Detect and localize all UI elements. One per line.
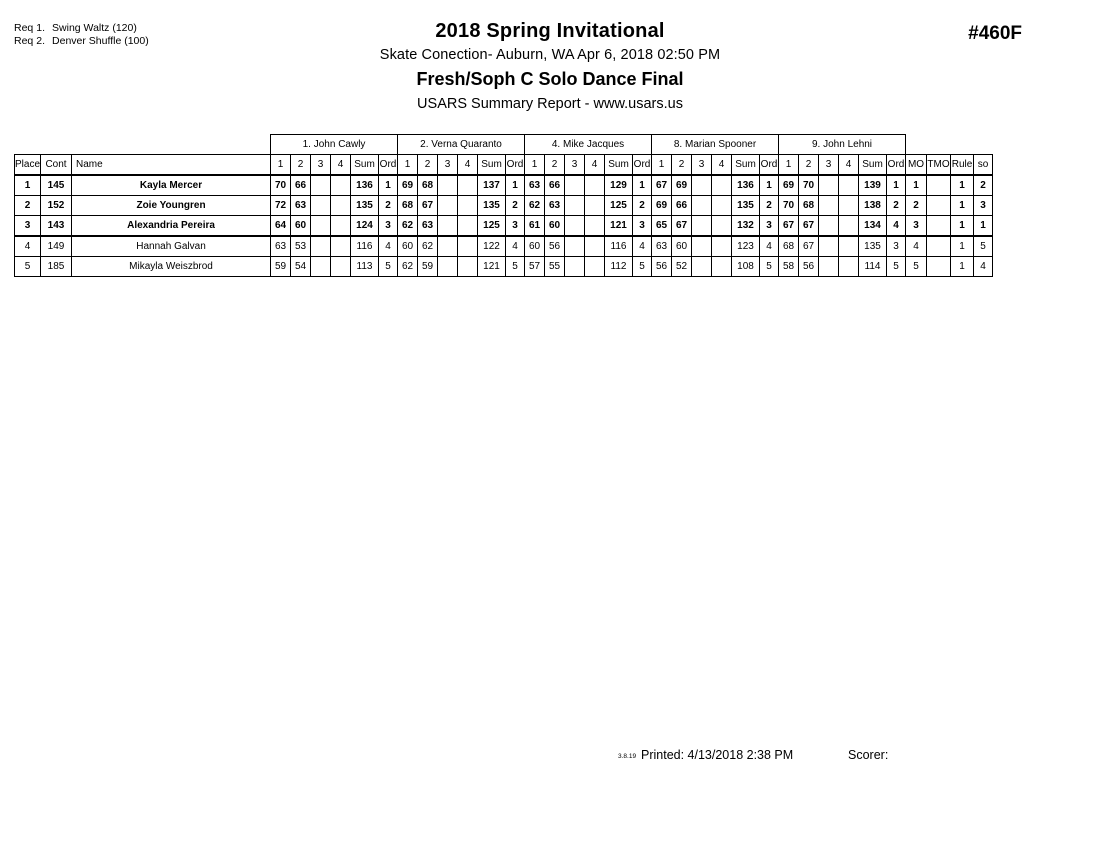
cell-j1-s2: 53: [291, 236, 311, 257]
cell-place: 5: [15, 257, 41, 277]
cell-j4-ord: 3: [760, 216, 779, 237]
cell-j2-s1: 68: [398, 196, 418, 216]
col-name: Name: [72, 155, 271, 176]
judge-name-3: 4. Mike Jacques: [525, 135, 652, 155]
col-j1-s3: 3: [311, 155, 331, 176]
cell-j5-s2: 67: [799, 236, 819, 257]
cell-j3-s3: [565, 257, 585, 277]
cell-j1-ord: 4: [379, 236, 398, 257]
cell-j2-s3: [438, 216, 458, 237]
cell-rule: 1: [951, 216, 974, 237]
col-j4-s1: 1: [652, 155, 672, 176]
requirement-number: 1.: [36, 22, 46, 34]
cell-j1-s2: 54: [291, 257, 311, 277]
col-j2-s2: 2: [418, 155, 438, 176]
cell-so: 4: [974, 257, 993, 277]
cell-place: 2: [15, 196, 41, 216]
judge-header-spacer: [15, 135, 271, 155]
cell-j4-sum: 135: [732, 196, 760, 216]
cell-j5-s3: [819, 175, 839, 196]
cell-j4-sum: 132: [732, 216, 760, 237]
cell-j3-sum: 121: [605, 216, 633, 237]
col-j5-s4: 4: [839, 155, 859, 176]
cell-j2-s1: 60: [398, 236, 418, 257]
cell-j3-s1: 57: [525, 257, 545, 277]
cell-j4-s4: [712, 216, 732, 237]
col-so: so: [974, 155, 993, 176]
cell-j2-s3: [438, 175, 458, 196]
cell-j4-ord: 5: [760, 257, 779, 277]
requirement-text: Denver Shuffle (100): [52, 35, 149, 47]
cell-j4-s4: [712, 257, 732, 277]
col-j5-s1: 1: [779, 155, 799, 176]
col-j3-sum: Sum: [605, 155, 633, 176]
col-j1-ord: Ord: [379, 155, 398, 176]
col-j1-s2: 2: [291, 155, 311, 176]
judge-name-4: 8. Marian Spooner: [652, 135, 779, 155]
cell-j4-sum: 123: [732, 236, 760, 257]
table-row[interactable]: [15, 216, 993, 237]
judge-name-5: 9. John Lehni: [779, 135, 906, 155]
cell-j3-s4: [585, 236, 605, 257]
cell-cont: 152: [41, 196, 72, 216]
cell-j5-s4: [839, 236, 859, 257]
cell-j2-s4: [458, 175, 478, 196]
event-number: #460F: [968, 23, 1022, 44]
cell-j2-s2: 62: [418, 236, 438, 257]
cell-j4-s1: 65: [652, 216, 672, 237]
cell-j2-s4: [458, 257, 478, 277]
cell-so: 2: [974, 175, 993, 196]
col-j4-sum: Sum: [732, 155, 760, 176]
col-j2-sum: Sum: [478, 155, 506, 176]
cell-place: 4: [15, 236, 41, 257]
cell-name: Hannah Galvan: [72, 236, 271, 257]
col-j1-sum: Sum: [351, 155, 379, 176]
cell-tmo: [927, 175, 951, 196]
col-j4-s2: 2: [672, 155, 692, 176]
cell-cont: 145: [41, 175, 72, 196]
cell-j4-ord: 1: [760, 175, 779, 196]
cell-j5-s3: [819, 257, 839, 277]
col-j1-s4: 4: [331, 155, 351, 176]
cell-j3-ord: 2: [633, 196, 652, 216]
cell-j1-s2: 63: [291, 196, 311, 216]
cell-j1-ord: 3: [379, 216, 398, 237]
cell-name: Zoie Youngren: [72, 196, 271, 216]
cell-j3-sum: 125: [605, 196, 633, 216]
cell-j4-ord: 2: [760, 196, 779, 216]
cell-j5-s4: [839, 175, 859, 196]
cell-j5-sum: 138: [859, 196, 887, 216]
cell-j2-s2: 67: [418, 196, 438, 216]
cell-j1-s3: [311, 257, 331, 277]
cell-j1-sum: 113: [351, 257, 379, 277]
cell-j5-s4: [839, 216, 859, 237]
cell-j4-s1: 63: [652, 236, 672, 257]
cell-j3-s1: 63: [525, 175, 545, 196]
col-j3-ord: Ord: [633, 155, 652, 176]
cell-j1-s4: [331, 196, 351, 216]
cell-j2-s4: [458, 196, 478, 216]
cell-j5-s2: 68: [799, 196, 819, 216]
cell-j3-ord: 5: [633, 257, 652, 277]
judge-name-1: 1. John Cawly: [271, 135, 398, 155]
cell-j3-s4: [585, 257, 605, 277]
cell-so: 1: [974, 216, 993, 237]
cell-j4-s3: [692, 236, 712, 257]
cell-j4-sum: 108: [732, 257, 760, 277]
cell-j4-s3: [692, 257, 712, 277]
cell-place: 1: [15, 175, 41, 196]
results-table-wrapper: [14, 134, 993, 277]
cell-j2-sum: 135: [478, 196, 506, 216]
cell-j2-s2: 59: [418, 257, 438, 277]
cell-mo: 5: [906, 257, 927, 277]
cell-j2-s2: 63: [418, 216, 438, 237]
cell-j2-s3: [438, 196, 458, 216]
judge-header-row: [15, 135, 993, 155]
cell-j4-s1: 69: [652, 196, 672, 216]
cell-j1-s4: [331, 236, 351, 257]
cell-tmo: [927, 216, 951, 237]
cell-j1-s1: 70: [271, 175, 291, 196]
cell-j2-s3: [438, 257, 458, 277]
col-j4-s3: 3: [692, 155, 712, 176]
cell-cont: 185: [41, 257, 72, 277]
organization-line: USARS Summary Report - www.usars.us: [417, 96, 683, 112]
cell-j5-s1: 58: [779, 257, 799, 277]
cell-j1-s3: [311, 175, 331, 196]
cell-j2-ord: 5: [506, 257, 525, 277]
col-j3-s4: 4: [585, 155, 605, 176]
cell-j2-s2: 68: [418, 175, 438, 196]
cell-place: 3: [15, 216, 41, 237]
cell-j1-s1: 72: [271, 196, 291, 216]
cell-j5-ord: 2: [887, 196, 906, 216]
cell-mo: 3: [906, 216, 927, 237]
cell-j3-sum: 112: [605, 257, 633, 277]
cell-j5-ord: 1: [887, 175, 906, 196]
table-row[interactable]: [15, 257, 993, 277]
column-header-row: [15, 155, 993, 176]
cell-j3-ord: 4: [633, 236, 652, 257]
cell-j4-s4: [712, 196, 732, 216]
requirement-number: 2.: [36, 35, 46, 47]
cell-j1-s3: [311, 236, 331, 257]
table-row[interactable]: [15, 236, 993, 257]
cell-rule: 1: [951, 196, 974, 216]
cell-j4-s2: 66: [672, 196, 692, 216]
cell-j5-s1: 70: [779, 196, 799, 216]
cell-j4-s3: [692, 196, 712, 216]
cell-tmo: [927, 257, 951, 277]
col-j5-s2: 2: [799, 155, 819, 176]
cell-name: Mikayla Weiszbrod: [72, 257, 271, 277]
cell-j5-sum: 114: [859, 257, 887, 277]
cell-j2-s4: [458, 216, 478, 237]
cell-j3-s3: [565, 196, 585, 216]
requirement-label: Req: [14, 35, 34, 47]
cell-so: 3: [974, 196, 993, 216]
cell-name: Kayla Mercer: [72, 175, 271, 196]
cell-j5-sum: 134: [859, 216, 887, 237]
cell-j3-s1: 61: [525, 216, 545, 237]
cell-j5-sum: 135: [859, 236, 887, 257]
cell-j2-s1: 62: [398, 257, 418, 277]
cell-j5-s3: [819, 216, 839, 237]
judge-name-2: 2. Verna Quaranto: [398, 135, 525, 155]
cell-j4-s2: 60: [672, 236, 692, 257]
cell-j5-s3: [819, 236, 839, 257]
col-j2-s1: 1: [398, 155, 418, 176]
cell-j3-ord: 3: [633, 216, 652, 237]
cell-j3-s2: 56: [545, 236, 565, 257]
requirement-text: Swing Waltz (120): [52, 22, 137, 34]
cell-j1-s2: 60: [291, 216, 311, 237]
col-j4-ord: Ord: [760, 155, 779, 176]
cell-j2-ord: 1: [506, 175, 525, 196]
cell-rule: 1: [951, 175, 974, 196]
cell-j5-s2: 67: [799, 216, 819, 237]
report-header: [0, 20, 1100, 112]
cell-j1-s3: [311, 196, 331, 216]
col-j2-ord: Ord: [506, 155, 525, 176]
version-code: 3.8.19: [618, 753, 637, 760]
cell-mo: 1: [906, 175, 927, 196]
cell-j1-s1: 63: [271, 236, 291, 257]
cell-j2-sum: 121: [478, 257, 506, 277]
cell-j2-s1: 69: [398, 175, 418, 196]
cell-j5-ord: 3: [887, 236, 906, 257]
cell-rule: 1: [951, 257, 974, 277]
cell-j2-sum: 137: [478, 175, 506, 196]
cell-j5-s1: 69: [779, 175, 799, 196]
cell-j3-sum: 116: [605, 236, 633, 257]
table-row[interactable]: [15, 196, 993, 216]
cell-j1-ord: 2: [379, 196, 398, 216]
cell-j3-s4: [585, 216, 605, 237]
cell-j2-ord: 2: [506, 196, 525, 216]
cell-tmo: [927, 236, 951, 257]
cell-j1-ord: 1: [379, 175, 398, 196]
table-row[interactable]: [15, 175, 993, 196]
cell-j1-s2: 66: [291, 175, 311, 196]
cell-j4-s1: 67: [652, 175, 672, 196]
cell-j5-s1: 67: [779, 216, 799, 237]
cell-j5-ord: 4: [887, 216, 906, 237]
col-rule: Rule: [951, 155, 974, 176]
cell-j2-s4: [458, 236, 478, 257]
cell-j3-s2: 66: [545, 175, 565, 196]
col-j1-s1: 1: [271, 155, 291, 176]
cell-rule: 1: [951, 236, 974, 257]
cell-j1-sum: 116: [351, 236, 379, 257]
col-j4-s4: 4: [712, 155, 732, 176]
cell-j2-s3: [438, 236, 458, 257]
col-mo: MO: [906, 155, 927, 176]
col-place: Place: [15, 155, 41, 176]
cell-j1-sum: 136: [351, 175, 379, 196]
cell-j3-s2: 63: [545, 196, 565, 216]
cell-j5-s4: [839, 257, 859, 277]
cell-j4-s2: 52: [672, 257, 692, 277]
cell-j5-s2: 70: [799, 175, 819, 196]
cell-j5-s4: [839, 196, 859, 216]
cell-j2-sum: 122: [478, 236, 506, 257]
scorer-label: Scorer:: [848, 748, 889, 762]
cell-j5-s2: 56: [799, 257, 819, 277]
cell-j3-s3: [565, 236, 585, 257]
cell-j4-s3: [692, 175, 712, 196]
cell-j4-s2: 67: [672, 216, 692, 237]
cell-j1-s4: [331, 175, 351, 196]
cell-j3-s2: 60: [545, 216, 565, 237]
requirement-label: Req: [14, 22, 34, 34]
cell-j3-sum: 129: [605, 175, 633, 196]
cell-j4-s3: [692, 216, 712, 237]
cell-name: Alexandria Pereira: [72, 216, 271, 237]
cell-mo: 4: [906, 236, 927, 257]
cell-j1-s4: [331, 257, 351, 277]
cell-j4-sum: 136: [732, 175, 760, 196]
col-j2-s4: 4: [458, 155, 478, 176]
cell-j5-sum: 139: [859, 175, 887, 196]
cell-cont: 143: [41, 216, 72, 237]
col-tmo: TMO: [927, 155, 951, 176]
cell-j4-ord: 4: [760, 236, 779, 257]
cell-j5-s1: 68: [779, 236, 799, 257]
results-table: [14, 134, 993, 277]
cell-j1-sum: 124: [351, 216, 379, 237]
cell-j1-s4: [331, 216, 351, 237]
col-cont: Cont: [41, 155, 72, 176]
col-j5-sum: Sum: [859, 155, 887, 176]
cell-j3-s4: [585, 175, 605, 196]
cell-j4-s2: 69: [672, 175, 692, 196]
printed-timestamp: Printed: 4/13/2018 2:38 PM: [641, 748, 794, 762]
cell-j3-s2: 55: [545, 257, 565, 277]
cell-j5-ord: 5: [887, 257, 906, 277]
col-j5-s3: 3: [819, 155, 839, 176]
col-j5-ord: Ord: [887, 155, 906, 176]
cell-j3-s1: 60: [525, 236, 545, 257]
cell-j3-ord: 1: [633, 175, 652, 196]
cell-j1-ord: 5: [379, 257, 398, 277]
cell-j2-ord: 4: [506, 236, 525, 257]
cell-j5-s3: [819, 196, 839, 216]
judge-header-spacer-end: [906, 135, 993, 155]
cell-so: 5: [974, 236, 993, 257]
cell-cont: 149: [41, 236, 72, 257]
col-j3-s2: 2: [545, 155, 565, 176]
page-title: 2018 Spring Invitational: [435, 20, 665, 42]
cell-j3-s1: 62: [525, 196, 545, 216]
cell-j3-s3: [565, 216, 585, 237]
cell-j2-s1: 62: [398, 216, 418, 237]
cell-j1-s1: 59: [271, 257, 291, 277]
cell-j2-ord: 3: [506, 216, 525, 237]
cell-j1-sum: 135: [351, 196, 379, 216]
col-j3-s3: 3: [565, 155, 585, 176]
cell-j1-s3: [311, 216, 331, 237]
cell-j3-s4: [585, 196, 605, 216]
event-name: Fresh/Soph C Solo Dance Final: [416, 69, 684, 89]
cell-j4-s4: [712, 175, 732, 196]
cell-tmo: [927, 196, 951, 216]
cell-j4-s1: 56: [652, 257, 672, 277]
event-location-datetime: Skate Conection- Auburn, WA Apr 6, 2018 02:50 PM: [379, 47, 721, 63]
cell-j2-sum: 125: [478, 216, 506, 237]
cell-j3-s3: [565, 175, 585, 196]
cell-mo: 2: [906, 196, 927, 216]
cell-j1-s1: 64: [271, 216, 291, 237]
col-j3-s1: 1: [525, 155, 545, 176]
cell-j4-s4: [712, 236, 732, 257]
col-j2-s3: 3: [438, 155, 458, 176]
